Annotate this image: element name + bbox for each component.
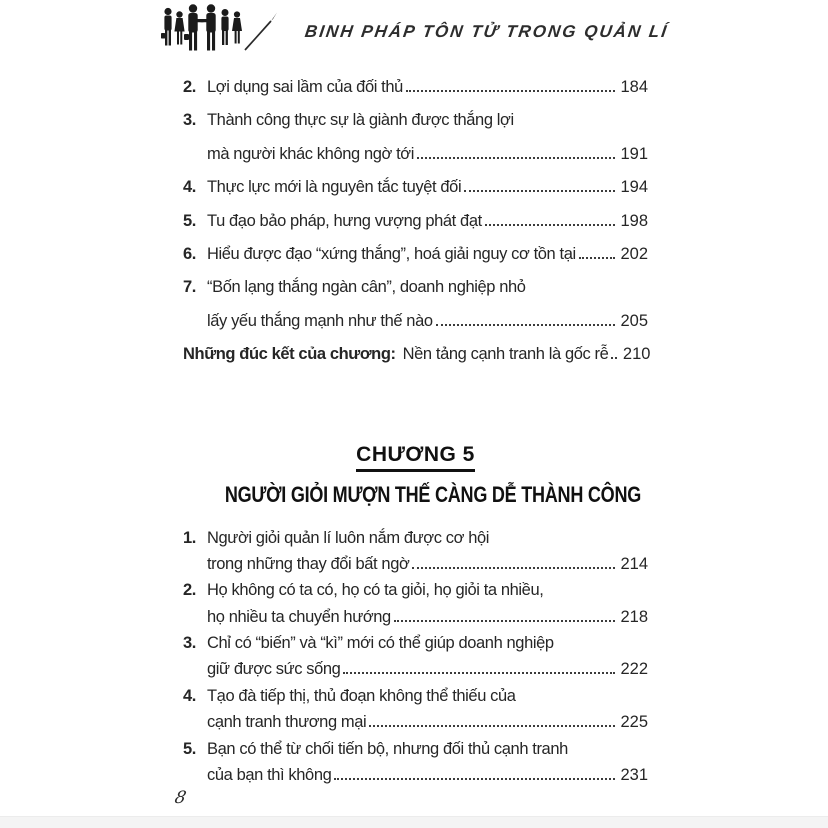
toc-entry-line bbox=[183, 71, 648, 104]
book-title: BINH PHÁP TÔN TỬ TRONG QUẢN LÍ bbox=[303, 22, 670, 41]
toc-entry-line bbox=[183, 604, 648, 630]
entry-page-number: 210 bbox=[622, 345, 651, 364]
chapter-heading-block bbox=[183, 443, 648, 508]
dot-leader bbox=[436, 321, 615, 326]
entry-text: giữ được sức sống bbox=[207, 660, 341, 679]
toc-section-chapter4 bbox=[183, 71, 651, 372]
entry-text: của bạn thì không bbox=[207, 766, 332, 785]
toc-section-chapter5 bbox=[183, 525, 648, 789]
entry-page-number: 194 bbox=[620, 178, 648, 197]
entry-page-number: 214 bbox=[620, 554, 648, 573]
entry-number: 4. bbox=[183, 686, 196, 705]
entry-text: Họ không có ta có, họ có ta giỏi, họ giỏi ta nhiều, bbox=[207, 581, 544, 600]
toc-entry-line bbox=[183, 205, 648, 238]
toc-entry-line bbox=[183, 525, 648, 551]
entry-number: 5. bbox=[183, 211, 196, 230]
toc-entry-line bbox=[183, 762, 648, 788]
pen-stroke-icon bbox=[245, 13, 277, 51]
toc-entry-line bbox=[183, 138, 648, 171]
entry-number: 3. bbox=[183, 634, 196, 653]
dot-leader bbox=[406, 87, 615, 92]
toc-entry-line bbox=[183, 171, 648, 204]
entry-page-number: 202 bbox=[620, 244, 648, 263]
entry-page-number: 218 bbox=[620, 607, 648, 626]
entry-text: cạnh tranh thương mại bbox=[207, 713, 367, 732]
entry-text: Tạo đà tiếp thị, thủ đoạn không thể thiếu của bbox=[207, 686, 516, 705]
dot-leader bbox=[412, 564, 615, 569]
entry-number: 7. bbox=[183, 278, 196, 297]
entry-page-number: 198 bbox=[620, 211, 648, 230]
toc-entry-line bbox=[183, 551, 648, 577]
dot-leader bbox=[334, 775, 615, 780]
entry-page-number: 231 bbox=[620, 766, 648, 785]
entry-text: “Bốn lạng thắng ngàn cân”, doanh nghiệp nhỏ bbox=[207, 278, 526, 297]
entry-text: Tu đạo bảo pháp, hưng vượng phát đạt bbox=[207, 211, 482, 230]
entry-text: Hiểu được đạo “xứng thắng”, hoá giải nguy cơ tồn tại bbox=[207, 244, 576, 263]
photo-edge-strip bbox=[0, 816, 828, 828]
toc-entry-line bbox=[183, 305, 648, 338]
entry-page-number: 205 bbox=[620, 311, 648, 330]
toc-entry-line bbox=[183, 104, 648, 137]
entry-text: Lợi dụng sai lầm của đối thủ bbox=[207, 78, 403, 96]
dot-leader bbox=[369, 722, 615, 727]
entry-page-number: 225 bbox=[620, 713, 648, 732]
chapter-title: NGƯỜI GIỎI MƯỢN THẾ CÀNG DỄ THÀNH CÔNG bbox=[224, 481, 642, 507]
entry-page-number: 191 bbox=[620, 144, 648, 163]
dot-leader bbox=[579, 254, 615, 259]
entry-text: Chỉ có “biến” và “kì” mới có thể giúp doanh nghiệp bbox=[207, 634, 554, 653]
entry-page-number: 184 bbox=[620, 78, 648, 96]
dot-leader bbox=[464, 187, 615, 192]
entry-number: 6. bbox=[183, 244, 196, 263]
toc-entry-line bbox=[183, 577, 648, 603]
entry-number: 1. bbox=[183, 528, 196, 547]
entry-text: họ nhiều ta chuyển hướng bbox=[207, 607, 391, 626]
entry-summary-label: Những đúc kết của chương: bbox=[183, 345, 396, 364]
page-number: 8 bbox=[172, 788, 188, 808]
entry-text: Thực lực mới là nguyên tắc tuyệt đối bbox=[207, 178, 462, 197]
dot-leader bbox=[485, 221, 615, 226]
dot-leader bbox=[343, 669, 615, 674]
entry-text: lấy yếu thắng mạnh như thế nào bbox=[207, 311, 433, 330]
entry-page-number: 222 bbox=[620, 660, 648, 679]
entry-text: mà người khác không ngờ tới bbox=[207, 144, 414, 163]
toc-entry-line bbox=[183, 338, 651, 371]
toc-entry-line bbox=[183, 656, 648, 682]
toc-entry-line bbox=[183, 630, 648, 656]
dot-leader bbox=[611, 354, 617, 359]
entry-number: 3. bbox=[183, 111, 196, 130]
entry-number: 4. bbox=[183, 178, 196, 197]
chapter-heading: CHƯƠNG 5 bbox=[356, 443, 475, 472]
dot-leader bbox=[417, 154, 615, 159]
toc-entry-line bbox=[183, 736, 648, 762]
entry-text: Bạn có thể từ chối tiến bộ, nhưng đối thủ cạnh tranh bbox=[207, 739, 568, 758]
toc-entry-line bbox=[183, 238, 648, 271]
entry-number: 5. bbox=[183, 739, 196, 758]
toc-entry-line bbox=[183, 709, 648, 735]
toc-entry-line bbox=[183, 271, 648, 304]
entry-text: Người giỏi quản lí luôn nắm được cơ hội bbox=[207, 528, 490, 547]
dot-leader bbox=[394, 617, 615, 622]
entry-text: Nền tảng cạnh tranh là gốc rễ bbox=[402, 345, 609, 364]
toc-entry-line bbox=[183, 683, 648, 709]
entry-number: 2. bbox=[183, 581, 196, 600]
entry-number: 2. bbox=[183, 78, 196, 96]
entry-text: trong những thay đổi bất ngờ bbox=[207, 554, 410, 573]
entry-text: Thành công thực sự là giành được thắng lợi bbox=[207, 111, 514, 130]
people-silhouettes-logo bbox=[160, 2, 295, 56]
table-of-contents bbox=[183, 71, 651, 788]
page-header bbox=[160, 0, 668, 56]
